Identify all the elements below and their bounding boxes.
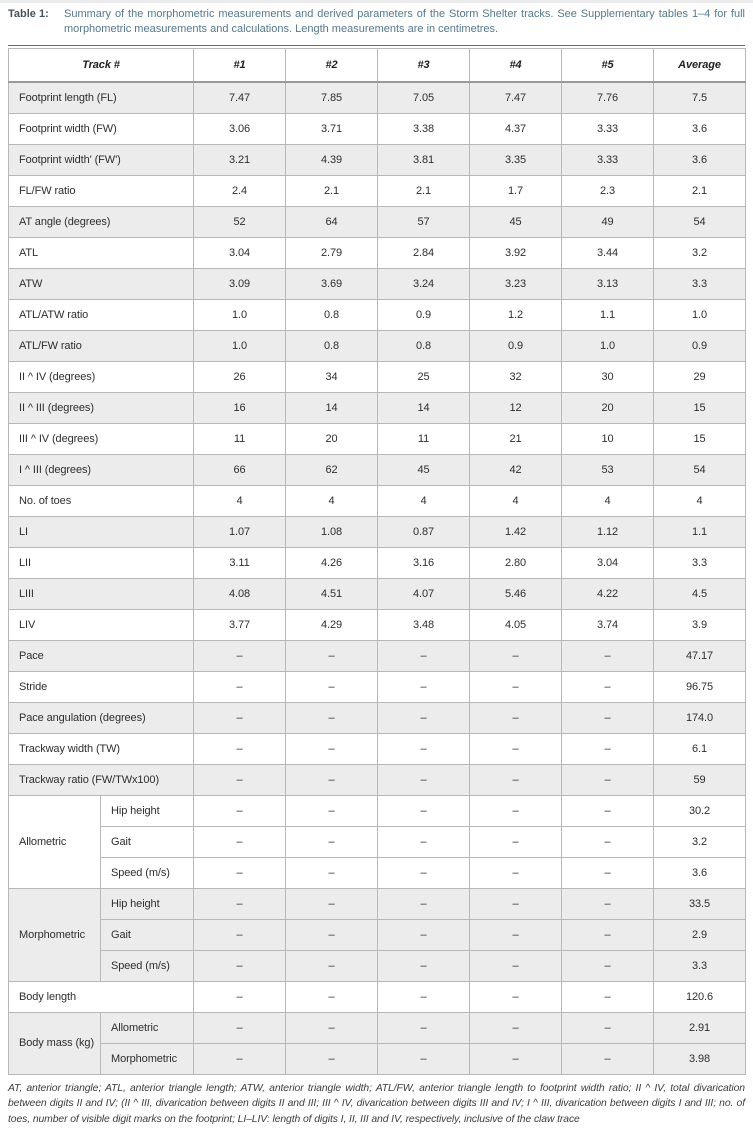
value-cell: 32	[470, 361, 562, 392]
value-cell: 26	[194, 361, 286, 392]
value-cell: –	[562, 1012, 654, 1043]
value-cell: –	[194, 950, 286, 981]
value-cell: 64	[286, 206, 378, 237]
table-row	[9, 919, 746, 950]
value-cell: 0.8	[286, 330, 378, 361]
value-cell: –	[562, 702, 654, 733]
value-cell: 1.0	[654, 299, 746, 330]
value-cell: –	[286, 950, 378, 981]
value-cell: 2.9	[654, 919, 746, 950]
value-cell: 1.07	[194, 516, 286, 547]
value-cell: 120.6	[654, 981, 746, 1012]
value-cell: 3.3	[654, 547, 746, 578]
value-cell: 3.6	[654, 857, 746, 888]
value-cell: 3.09	[194, 268, 286, 299]
value-cell: 0.9	[470, 330, 562, 361]
table-row	[9, 423, 746, 454]
value-cell: –	[194, 919, 286, 950]
value-cell: 3.2	[654, 237, 746, 268]
table-row	[9, 888, 746, 919]
value-cell: –	[470, 702, 562, 733]
row-label-cell: LIV	[9, 609, 194, 640]
value-cell: 11	[194, 423, 286, 454]
row-label-cell: I ^ III (degrees)	[9, 454, 194, 485]
value-cell: 3.9	[654, 609, 746, 640]
row-label-cell: Body length	[9, 981, 194, 1012]
table-top-rule	[8, 45, 745, 46]
value-cell: 1.42	[470, 516, 562, 547]
value-cell: 3.81	[378, 144, 470, 175]
table-row	[9, 547, 746, 578]
value-cell: 1.2	[470, 299, 562, 330]
row-label-cell: III ^ IV (degrees)	[9, 423, 194, 454]
row-label-cell: ATL	[9, 237, 194, 268]
value-cell: –	[194, 1012, 286, 1043]
value-cell: –	[286, 888, 378, 919]
table-row	[9, 578, 746, 609]
table-row	[9, 733, 746, 764]
value-cell: 62	[286, 454, 378, 485]
value-cell: 3.2	[654, 826, 746, 857]
value-cell: 3.3	[654, 950, 746, 981]
value-cell: –	[378, 795, 470, 826]
row-label-cell: Footprint width' (FW')	[9, 144, 194, 175]
value-cell: 4.08	[194, 578, 286, 609]
row-label-cell: ATL/FW ratio	[9, 330, 194, 361]
value-cell: –	[194, 733, 286, 764]
value-cell: –	[378, 919, 470, 950]
value-cell: 7.5	[654, 82, 746, 114]
value-cell: 3.16	[378, 547, 470, 578]
value-cell: –	[194, 640, 286, 671]
value-cell: –	[286, 919, 378, 950]
table-row	[9, 299, 746, 330]
table-row	[9, 144, 746, 175]
value-cell: –	[194, 857, 286, 888]
value-cell: –	[378, 857, 470, 888]
value-cell: 59	[654, 764, 746, 795]
value-cell: –	[286, 826, 378, 857]
value-cell: –	[470, 795, 562, 826]
value-cell: 0.9	[378, 299, 470, 330]
value-cell: –	[562, 733, 654, 764]
value-cell: 2.80	[470, 547, 562, 578]
value-cell: –	[378, 764, 470, 795]
value-cell: 47.17	[654, 640, 746, 671]
table-row	[9, 795, 746, 826]
value-cell: 4.51	[286, 578, 378, 609]
value-cell: –	[286, 1043, 378, 1074]
value-cell: 10	[562, 423, 654, 454]
table-row	[9, 1012, 746, 1043]
value-cell: –	[378, 1043, 470, 1074]
header-cell: #4	[470, 48, 562, 82]
value-cell: 3.44	[562, 237, 654, 268]
header-cell: #1	[194, 48, 286, 82]
table-row	[9, 981, 746, 1012]
value-cell: 4.29	[286, 609, 378, 640]
value-cell: –	[470, 640, 562, 671]
value-cell: 96.75	[654, 671, 746, 702]
value-cell: 4	[194, 485, 286, 516]
table-header	[9, 48, 746, 82]
value-cell: –	[470, 888, 562, 919]
value-cell: 3.38	[378, 113, 470, 144]
value-cell: 21	[470, 423, 562, 454]
header-cell: #5	[562, 48, 654, 82]
value-cell: 11	[378, 423, 470, 454]
value-cell: 4.07	[378, 578, 470, 609]
table-row	[9, 1043, 746, 1074]
value-cell: 4.05	[470, 609, 562, 640]
row-label-cell: Trackway ratio (FW/TWx100)	[9, 764, 194, 795]
value-cell: 5.46	[470, 578, 562, 609]
value-cell: 4	[562, 485, 654, 516]
header-cell: Average	[654, 48, 746, 82]
row-sublabel-cell: Morphometric	[101, 1043, 194, 1074]
row-label-cell: LII	[9, 547, 194, 578]
value-cell: 20	[562, 392, 654, 423]
row-sublabel-cell: Allometric	[101, 1012, 194, 1043]
value-cell: 52	[194, 206, 286, 237]
value-cell: –	[470, 1043, 562, 1074]
value-cell: –	[194, 1043, 286, 1074]
row-label-cell: Pace	[9, 640, 194, 671]
value-cell: 2.1	[654, 175, 746, 206]
row-group-label-cell: Body mass (kg)	[9, 1012, 101, 1074]
value-cell: 2.1	[378, 175, 470, 206]
value-cell: 20	[286, 423, 378, 454]
row-sublabel-cell: Hip height	[101, 888, 194, 919]
value-cell: 3.13	[562, 268, 654, 299]
table-caption	[0, 3, 753, 45]
value-cell: –	[286, 640, 378, 671]
value-cell: –	[470, 919, 562, 950]
table-row	[9, 268, 746, 299]
value-cell: –	[286, 1012, 378, 1043]
value-cell: 54	[654, 454, 746, 485]
value-cell: 33.5	[654, 888, 746, 919]
value-cell: –	[378, 888, 470, 919]
value-cell: –	[470, 733, 562, 764]
row-label-cell: ATW	[9, 268, 194, 299]
value-cell: 45	[378, 454, 470, 485]
value-cell: 3.77	[194, 609, 286, 640]
value-cell: 4.22	[562, 578, 654, 609]
value-cell: –	[470, 826, 562, 857]
value-cell: –	[194, 764, 286, 795]
value-cell: –	[286, 702, 378, 733]
table-row	[9, 237, 746, 268]
value-cell: –	[562, 919, 654, 950]
value-cell: 1.0	[194, 330, 286, 361]
value-cell: 30	[562, 361, 654, 392]
value-cell: –	[378, 640, 470, 671]
value-cell: 3.21	[194, 144, 286, 175]
value-cell: 4	[654, 485, 746, 516]
value-cell: 2.91	[654, 1012, 746, 1043]
value-cell: 4.37	[470, 113, 562, 144]
value-cell: –	[562, 640, 654, 671]
table-caption-text: Summary of the morphometric measurements and derived parameters of the Storm Shelter tracks. See Supplementary tables 1–4 for full morphometric measurements and calculations. Length measurements are in centimetres.	[64, 8, 745, 35]
value-cell: 1.1	[562, 299, 654, 330]
value-cell: 3.23	[470, 268, 562, 299]
value-cell: 4	[378, 485, 470, 516]
value-cell: –	[286, 795, 378, 826]
value-cell: 6.1	[654, 733, 746, 764]
value-cell: –	[470, 950, 562, 981]
value-cell: –	[562, 764, 654, 795]
row-label-cell: II ^ IV (degrees)	[9, 361, 194, 392]
value-cell: 4	[286, 485, 378, 516]
row-label-cell: II ^ III (degrees)	[9, 392, 194, 423]
value-cell: 3.24	[378, 268, 470, 299]
table-row	[9, 609, 746, 640]
row-sublabel-cell: Speed (m/s)	[101, 950, 194, 981]
row-label-cell: LI	[9, 516, 194, 547]
value-cell: 3.3	[654, 268, 746, 299]
value-cell: 3.11	[194, 547, 286, 578]
value-cell: 14	[378, 392, 470, 423]
header-cell-track: Track #	[9, 48, 194, 82]
value-cell: 4.39	[286, 144, 378, 175]
value-cell: 3.92	[470, 237, 562, 268]
value-cell: –	[470, 857, 562, 888]
value-cell: 7.85	[286, 82, 378, 114]
table-row	[9, 454, 746, 485]
table-row	[9, 82, 746, 114]
value-cell: 57	[378, 206, 470, 237]
value-cell: 7.05	[378, 82, 470, 114]
value-cell: 3.6	[654, 144, 746, 175]
value-cell: 53	[562, 454, 654, 485]
table-footnote: AT, anterior triangle; ATL, anterior triangle length; ATW, anterior triangle width; ATL/FW, anterior triangle length to footprint width ratio; II ^ IV, total divarication between digits II and IV; (II ^ III, divarication between digits II and III; III ^ IV, divarication between digits III and IV; I ^ III, divarication between digits I and III; no. of toes, number of visible digit marks on the footprint; LI–LIV: length of digits I, II, III and IV, respectively, inclusive of the claw trace	[8, 1082, 745, 1125]
value-cell: 3.04	[194, 237, 286, 268]
value-cell: –	[194, 888, 286, 919]
row-sublabel-cell: Speed (m/s)	[101, 857, 194, 888]
value-cell: –	[378, 733, 470, 764]
value-cell: 1.08	[286, 516, 378, 547]
value-cell: 3.35	[470, 144, 562, 175]
value-cell: 3.33	[562, 144, 654, 175]
value-cell: 4	[470, 485, 562, 516]
value-cell: 2.1	[286, 175, 378, 206]
value-cell: 3.71	[286, 113, 378, 144]
value-cell: 30.2	[654, 795, 746, 826]
row-label-cell: Stride	[9, 671, 194, 702]
value-cell: 14	[286, 392, 378, 423]
value-cell: –	[378, 1012, 470, 1043]
morphometrics-table	[8, 48, 746, 1075]
value-cell: 15	[654, 423, 746, 454]
value-cell: 15	[654, 392, 746, 423]
value-cell: 0.9	[654, 330, 746, 361]
value-cell: –	[562, 950, 654, 981]
header-row	[9, 48, 746, 82]
table-row	[9, 671, 746, 702]
row-label-cell: FL/FW ratio	[9, 175, 194, 206]
value-cell: 1.0	[194, 299, 286, 330]
value-cell: 45	[470, 206, 562, 237]
value-cell: –	[378, 950, 470, 981]
value-cell: 29	[654, 361, 746, 392]
value-cell: –	[194, 826, 286, 857]
row-label-cell: LIII	[9, 578, 194, 609]
row-sublabel-cell: Gait	[101, 919, 194, 950]
value-cell: 7.47	[470, 82, 562, 114]
value-cell: 1.1	[654, 516, 746, 547]
value-cell: 1.12	[562, 516, 654, 547]
table-row	[9, 826, 746, 857]
value-cell: –	[286, 733, 378, 764]
value-cell: 174.0	[654, 702, 746, 733]
value-cell: –	[562, 857, 654, 888]
value-cell: –	[562, 981, 654, 1012]
row-label-cell: Pace angulation (degrees)	[9, 702, 194, 733]
table-row	[9, 702, 746, 733]
value-cell: 42	[470, 454, 562, 485]
header-cell: #3	[378, 48, 470, 82]
value-cell: 3.6	[654, 113, 746, 144]
header-cell: #2	[286, 48, 378, 82]
table-row	[9, 330, 746, 361]
value-cell: 66	[194, 454, 286, 485]
table-row	[9, 485, 746, 516]
value-cell: –	[194, 795, 286, 826]
value-cell: 3.04	[562, 547, 654, 578]
value-cell: 2.84	[378, 237, 470, 268]
value-cell: –	[286, 981, 378, 1012]
value-cell: –	[286, 764, 378, 795]
value-cell: 4.26	[286, 547, 378, 578]
value-cell: –	[562, 888, 654, 919]
value-cell: 49	[562, 206, 654, 237]
value-cell: 25	[378, 361, 470, 392]
row-label-cell: No. of toes	[9, 485, 194, 516]
value-cell: –	[562, 795, 654, 826]
value-cell: –	[562, 671, 654, 702]
value-cell: –	[378, 671, 470, 702]
value-cell: 3.69	[286, 268, 378, 299]
value-cell: –	[470, 671, 562, 702]
value-cell: –	[470, 981, 562, 1012]
table-row	[9, 516, 746, 547]
row-group-label-cell: Allometric	[9, 795, 101, 888]
value-cell: –	[286, 671, 378, 702]
row-label-cell: Trackway width (TW)	[9, 733, 194, 764]
table-caption-label: Table 1:	[8, 8, 49, 20]
value-cell: –	[378, 702, 470, 733]
table-row	[9, 764, 746, 795]
value-cell: 2.4	[194, 175, 286, 206]
table-row	[9, 392, 746, 423]
row-label-cell: Footprint width (FW)	[9, 113, 194, 144]
table-row	[9, 857, 746, 888]
value-cell: 16	[194, 392, 286, 423]
row-label-cell: Footprint length (FL)	[9, 82, 194, 114]
value-cell: –	[194, 702, 286, 733]
row-sublabel-cell: Gait	[101, 826, 194, 857]
row-label-cell: AT angle (degrees)	[9, 206, 194, 237]
table-row	[9, 206, 746, 237]
value-cell: 1.7	[470, 175, 562, 206]
table-row	[9, 175, 746, 206]
table-row	[9, 950, 746, 981]
value-cell: –	[378, 981, 470, 1012]
value-cell: –	[194, 981, 286, 1012]
value-cell: 3.06	[194, 113, 286, 144]
value-cell: 3.98	[654, 1043, 746, 1074]
table-row	[9, 640, 746, 671]
value-cell: –	[470, 1012, 562, 1043]
value-cell: 34	[286, 361, 378, 392]
value-cell: –	[562, 826, 654, 857]
value-cell: 3.48	[378, 609, 470, 640]
value-cell: 54	[654, 206, 746, 237]
value-cell: 3.74	[562, 609, 654, 640]
value-cell: 0.8	[286, 299, 378, 330]
table-row	[9, 361, 746, 392]
row-label-cell: ATL/ATW ratio	[9, 299, 194, 330]
table-row	[9, 113, 746, 144]
value-cell: 3.33	[562, 113, 654, 144]
value-cell: 2.79	[286, 237, 378, 268]
value-cell: 7.47	[194, 82, 286, 114]
row-sublabel-cell: Hip height	[101, 795, 194, 826]
value-cell: –	[286, 857, 378, 888]
value-cell: 1.0	[562, 330, 654, 361]
value-cell: 2.3	[562, 175, 654, 206]
value-cell: 4.5	[654, 578, 746, 609]
value-cell: –	[470, 764, 562, 795]
value-cell: 12	[470, 392, 562, 423]
value-cell: –	[562, 1043, 654, 1074]
value-cell: 7.76	[562, 82, 654, 114]
value-cell: –	[378, 826, 470, 857]
value-cell: 0.8	[378, 330, 470, 361]
value-cell: 0.87	[378, 516, 470, 547]
value-cell: –	[194, 671, 286, 702]
row-group-label-cell: Morphometric	[9, 888, 101, 981]
